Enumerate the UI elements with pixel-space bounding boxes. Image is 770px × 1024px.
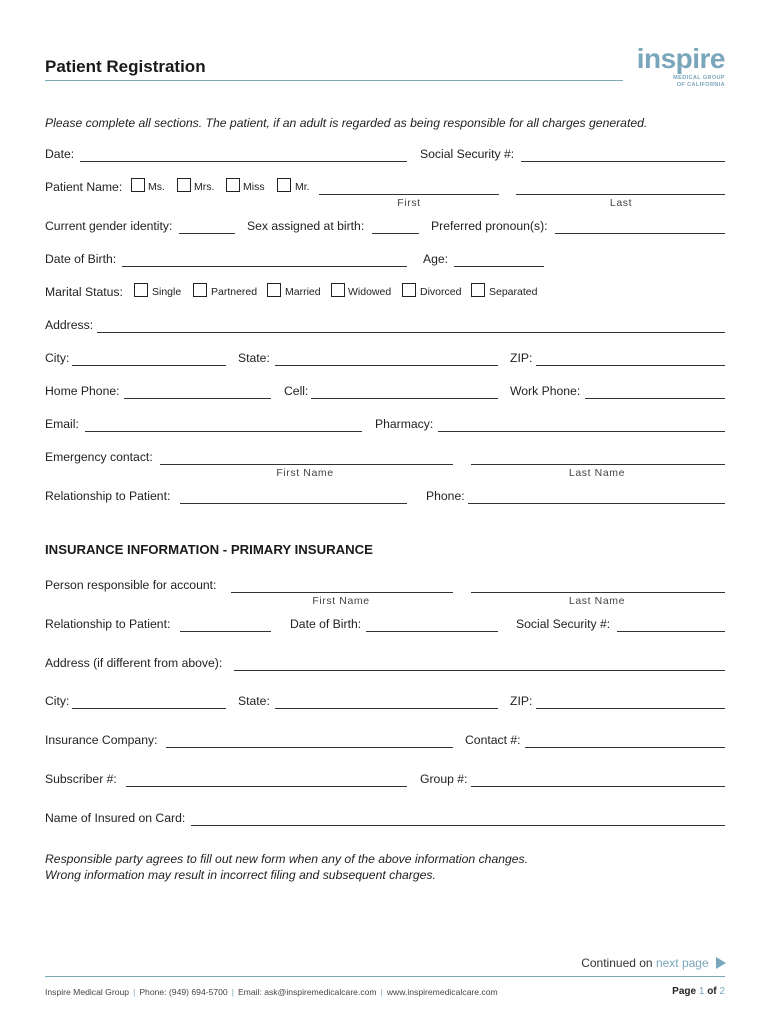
ins-subscriber-field[interactable]: [126, 786, 407, 787]
responsible-row: [45, 578, 725, 607]
relationship-row: [45, 489, 725, 507]
dob-row: [45, 252, 725, 270]
state-field[interactable]: [275, 365, 498, 366]
checkbox-widowed[interactable]: [331, 283, 345, 297]
address-label: Address:: [45, 318, 94, 332]
ins-state-field[interactable]: [275, 708, 498, 709]
relationship-field[interactable]: [180, 503, 407, 504]
zip-label: ZIP:: [510, 351, 533, 365]
checkbox-divorced[interactable]: [402, 283, 416, 297]
emergency-label: Emergency contact:: [45, 450, 153, 464]
responsible-label: Person responsible for account:: [45, 578, 217, 592]
continued-prefix: Continued on: [581, 956, 653, 970]
emergency-first-field[interactable]: [160, 464, 453, 465]
ins-group-label: Group #:: [420, 772, 468, 786]
ssn-label: Social Security #:: [420, 147, 515, 161]
emergency-row: [45, 450, 725, 479]
continued-link[interactable]: [581, 956, 726, 970]
patient-name-row: [45, 180, 725, 209]
age-label: Age:: [423, 252, 449, 266]
insurance-heading: INSURANCE INFORMATION - PRIMARY INSURANCE: [45, 542, 373, 557]
cell-field[interactable]: [311, 398, 498, 399]
patient-name-label: Patient Name:: [45, 180, 123, 194]
page-label: Page: [672, 986, 697, 997]
next-page-link[interactable]: next page: [655, 956, 709, 970]
page-total: 2: [719, 986, 725, 997]
ins-relationship-label: Relationship to Patient:: [45, 617, 171, 631]
ins-ssn-field[interactable]: [617, 631, 725, 632]
pronoun-field[interactable]: [555, 233, 725, 234]
sex-field[interactable]: [372, 233, 419, 234]
zip-field[interactable]: [536, 365, 725, 366]
responsible-first-field[interactable]: [231, 592, 453, 593]
checkbox-ms-label: Ms.: [148, 181, 165, 193]
page-of: of: [707, 986, 717, 997]
address-row: [45, 318, 725, 336]
checkbox-partnered[interactable]: [193, 283, 207, 297]
cell-label: Cell:: [284, 384, 309, 398]
footer-org: Inspire Medical Group: [45, 987, 130, 997]
responsible-first-sublabel: First Name: [312, 595, 370, 607]
gender-field[interactable]: [179, 233, 235, 234]
note-line-2: Wrong information may result in incorrect filing and subsequent charges.: [45, 868, 436, 882]
checkbox-miss-label: Miss: [243, 181, 265, 193]
footer-website: www.inspiremedicalcare.com: [386, 987, 498, 997]
dob-label: Date of Birth:: [45, 252, 117, 266]
home-phone-label: Home Phone:: [45, 384, 120, 398]
gender-label: Current gender identity:: [45, 219, 173, 233]
checkbox-miss[interactable]: [226, 178, 240, 192]
last-name-field[interactable]: [516, 194, 725, 195]
emergency-phone-label: Phone:: [426, 489, 465, 503]
checkbox-married[interactable]: [267, 283, 281, 297]
city-label: City:: [45, 351, 70, 365]
date-label: Date:: [45, 147, 75, 161]
ins-dob-field[interactable]: [366, 631, 498, 632]
emergency-phone-field[interactable]: [468, 503, 725, 504]
work-phone-field[interactable]: [585, 398, 725, 399]
ins-subscriber-row: [45, 772, 725, 790]
emergency-last-sublabel: Last Name: [568, 467, 626, 479]
email-field[interactable]: [85, 431, 362, 432]
checkbox-single-label: Single: [152, 286, 182, 298]
ins-company-row: [45, 733, 725, 751]
note-line-1: Responsible party agrees to fill out new form when any of the above information changes.: [45, 852, 529, 866]
ins-city-field[interactable]: [72, 708, 226, 709]
relationship-label: Relationship to Patient:: [45, 489, 171, 503]
checkbox-partnered-label: Partnered: [211, 286, 258, 298]
checkbox-mr[interactable]: [277, 178, 291, 192]
checkbox-mrs[interactable]: [177, 178, 191, 192]
ins-ssn-label: Social Security #:: [516, 617, 611, 631]
ins-insured-row: [45, 811, 725, 829]
ins-address-field[interactable]: [234, 670, 725, 671]
checkbox-separated[interactable]: [471, 283, 485, 297]
marital-row: [45, 285, 725, 303]
footer-email: Email: ask@inspiremedicalcare.com: [237, 987, 377, 997]
ins-address-label: Address (if different from above):: [45, 656, 223, 670]
checkbox-mrs-label: Mrs.: [194, 181, 215, 193]
pronoun-label: Preferred pronoun(s):: [431, 219, 548, 233]
dob-field[interactable]: [122, 266, 407, 267]
footer-contact: Inspire Medical Group | Phone: (949) 694-5700 | Email: ask@inspiremedicalcare.com | www.inspiremedicalcare.com: [45, 987, 498, 997]
ins-address-row: [45, 656, 725, 674]
checkbox-single[interactable]: [134, 283, 148, 297]
brand-logo: [624, 44, 729, 90]
address-field[interactable]: [97, 332, 725, 333]
responsible-last-sublabel: Last Name: [568, 595, 626, 607]
ins-state-label: State:: [238, 694, 270, 708]
ins-insured-field[interactable]: [191, 825, 725, 826]
ins-city-label: City:: [45, 694, 70, 708]
pharmacy-field[interactable]: [438, 431, 725, 432]
checkbox-mr-label: Mr.: [295, 181, 310, 193]
ins-contact-label: Contact #:: [465, 733, 521, 747]
header-divider: [45, 80, 623, 81]
checkbox-divorced-label: Divorced: [420, 286, 462, 298]
checkbox-ms[interactable]: [131, 178, 145, 192]
city-row: [45, 351, 725, 369]
checkbox-separated-label: Separated: [489, 286, 538, 298]
intro-text: Please complete all sections. The patient, if an adult is regarded as being responsible for all charges generated.: [45, 116, 648, 130]
page-number: [672, 986, 725, 997]
date-ssn-row: [45, 147, 725, 165]
age-field[interactable]: [454, 266, 544, 267]
ins-relationship-row: [45, 617, 725, 635]
city-field[interactable]: [72, 365, 226, 366]
date-field[interactable]: [80, 161, 407, 162]
page-current: 1: [698, 986, 705, 997]
home-phone-field[interactable]: [124, 398, 271, 399]
sex-label: Sex assigned at birth:: [247, 219, 365, 233]
arrow-right-icon: [716, 957, 726, 969]
logo-subtitle-2: OF CALIFORNIA: [676, 82, 725, 88]
checkbox-married-label: Married: [285, 286, 321, 298]
ins-company-label: Insurance Company:: [45, 733, 158, 747]
ins-city-row: [45, 694, 725, 712]
emergency-first-sublabel: First Name: [276, 467, 334, 479]
footer-phone: Phone: (949) 694-5700: [139, 987, 228, 997]
ins-relationship-field[interactable]: [180, 631, 271, 632]
work-phone-label: Work Phone:: [510, 384, 581, 398]
ins-subscriber-label: Subscriber #:: [45, 772, 117, 786]
emergency-last-field[interactable]: [471, 464, 725, 465]
ins-zip-field[interactable]: [536, 708, 725, 709]
ssn-field[interactable]: [521, 161, 725, 162]
gender-row: [45, 219, 725, 237]
email-label: Email:: [45, 417, 79, 431]
pharmacy-label: Pharmacy:: [375, 417, 434, 431]
logo-wordmark: inspire: [636, 43, 725, 74]
logo-subtitle-1: MEDICAL GROUP: [673, 75, 725, 81]
ins-insured-label: Name of Insured on Card:: [45, 811, 186, 825]
footer-divider: [45, 976, 725, 977]
ins-dob-label: Date of Birth:: [290, 617, 362, 631]
ins-company-field[interactable]: [166, 747, 453, 748]
first-sublabel: First: [397, 197, 421, 209]
first-name-field[interactable]: [319, 194, 499, 195]
email-row: [45, 417, 725, 435]
ins-group-field[interactable]: [471, 786, 725, 787]
responsible-last-field[interactable]: [471, 592, 725, 593]
checkbox-widowed-label: Widowed: [348, 286, 392, 298]
last-sublabel: Last: [609, 197, 633, 209]
ins-zip-label: ZIP:: [510, 694, 533, 708]
marital-label: Marital Status:: [45, 285, 123, 299]
state-label: State:: [238, 351, 270, 365]
page-title: Patient Registration: [45, 57, 206, 76]
ins-contact-field[interactable]: [525, 747, 725, 748]
phone-row: [45, 384, 725, 402]
